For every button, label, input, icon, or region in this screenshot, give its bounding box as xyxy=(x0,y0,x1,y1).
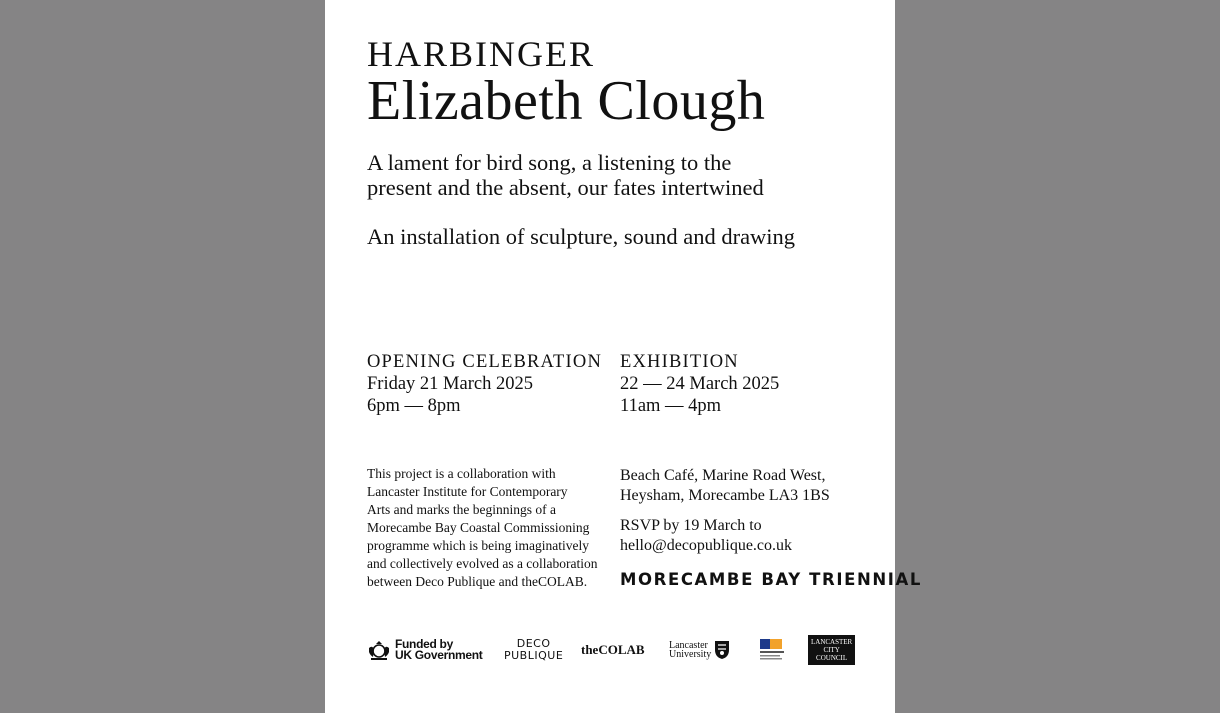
ukri-logo-icon xyxy=(760,639,784,661)
tagline-line: present and the absent, our fates intertwined xyxy=(367,175,764,200)
ukri-logo xyxy=(760,636,784,664)
venue-line: Beach Café, Marine Road West, xyxy=(620,467,826,484)
funded-line: UK Government xyxy=(395,648,483,662)
about-line: programme which is being imaginatively xyxy=(367,538,589,553)
about-line: between Deco Publique and theCOLAB. xyxy=(367,574,588,589)
deco-line: PUBLIQUE xyxy=(504,649,564,662)
deco-line: DECO xyxy=(516,637,551,650)
triennial-logo: MORECAMBE BAY TRIENNIAL xyxy=(620,570,922,589)
council-badge xyxy=(808,635,855,665)
about-line: This project is a collaboration with xyxy=(367,466,556,481)
funded-line: Funded by xyxy=(395,637,453,651)
subtitle: An installation of sculpture, sound and drawing xyxy=(367,224,796,249)
about-line: Lancaster Institute for Contemporary xyxy=(367,484,568,499)
rsvp-info xyxy=(620,516,792,555)
thecolab-logo: theCOLAB xyxy=(581,642,645,657)
venue-line: Heysham, Morecambe LA3 1BS xyxy=(620,486,830,504)
opening-date: Friday 21 March 2025 xyxy=(367,374,533,394)
exhibition-time: 11am — 4pm xyxy=(620,396,722,416)
series-title: HARBINGER xyxy=(367,34,596,74)
sponsor-logos xyxy=(367,636,853,664)
opening-heading: OPENING CELEBRATION xyxy=(367,352,603,372)
artist-name: Elizabeth Clough xyxy=(367,70,766,132)
rsvp-deadline: RSVP by 19 March to xyxy=(620,517,762,534)
lancaster-university-text xyxy=(669,641,711,659)
exhibition-heading: EXHIBITION xyxy=(620,352,739,372)
venue-address xyxy=(620,466,830,505)
poster-page xyxy=(325,0,922,713)
tagline-line: A lament for bird song, a listening to the xyxy=(367,150,732,175)
exhibition-date: 22 — 24 March 2025 xyxy=(620,374,780,394)
lancaster-university-logo xyxy=(669,636,730,664)
rsvp-email[interactable]: hello@decopublique.co.uk xyxy=(620,536,793,554)
council-line: LANCASTER xyxy=(811,638,853,646)
opening-block xyxy=(367,351,602,417)
uk-government-logo xyxy=(367,636,482,664)
tagline xyxy=(367,150,837,200)
council-line: CITY COUNCIL xyxy=(816,646,848,662)
funded-by-text xyxy=(395,639,482,661)
about-line: Arts and marks the beginnings of a xyxy=(367,502,556,517)
about-line: Morecambe Bay Coastal Commissioning xyxy=(367,520,590,535)
about-line: and collectively evolved as a collaboration xyxy=(367,556,598,571)
royal-crest-icon xyxy=(367,639,391,661)
lancaster-line: Lancaster xyxy=(669,640,708,651)
exhibition-block xyxy=(620,351,779,417)
lancaster-city-council-logo xyxy=(808,636,855,664)
university-shield-icon xyxy=(714,640,730,660)
opening-time: 6pm — 8pm xyxy=(367,396,461,416)
lancaster-line: University xyxy=(669,649,712,660)
deco-publique-logo xyxy=(504,636,563,664)
about-text xyxy=(367,465,612,591)
